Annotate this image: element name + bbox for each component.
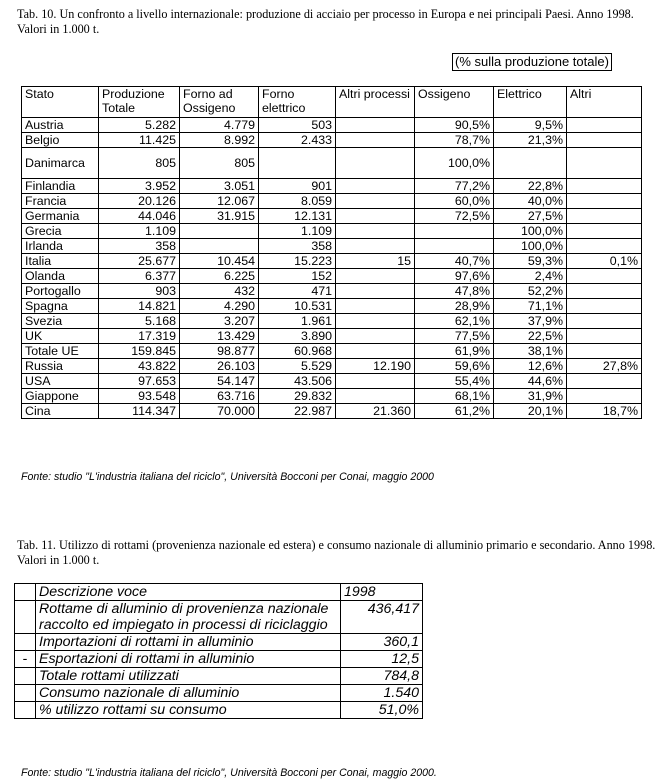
table-row	[15, 634, 423, 651]
value-cell: 62,1%	[415, 314, 494, 329]
value-cell: 100,0%	[415, 148, 494, 179]
value-cell: 5.282	[99, 118, 180, 133]
value-cell: 10.454	[180, 254, 259, 269]
value-cell: 100,0%	[494, 224, 567, 239]
value-cell	[336, 374, 415, 389]
value-cell	[567, 133, 642, 148]
value-cell	[336, 314, 415, 329]
value-cell: 9,5%	[494, 118, 567, 133]
value-cell	[567, 239, 642, 254]
country-cell: Olanda	[22, 269, 99, 284]
table-row	[15, 702, 423, 719]
value-cell: 25.677	[99, 254, 180, 269]
aluminium-scrap-table	[14, 583, 423, 719]
description-cell: Consumo nazionale di alluminio	[36, 685, 341, 702]
value-cell	[567, 344, 642, 359]
value-cell: 1.540	[341, 685, 423, 702]
sign-cell	[15, 634, 36, 651]
value-cell: 360,1	[341, 634, 423, 651]
table11-caption: Tab. 11. Utilizzo di rottami (provenienza nazionale ed estera) e consumo nazionale di alluminio primario e secondario. Anno 1998. Valori in 1.000 t.	[17, 538, 656, 567]
value-cell: 17.319	[99, 329, 180, 344]
table-row	[22, 284, 642, 299]
value-cell: 55,4%	[415, 374, 494, 389]
value-cell	[567, 209, 642, 224]
sign-cell	[15, 601, 36, 634]
value-cell: 22.987	[259, 404, 336, 419]
value-cell	[567, 314, 642, 329]
value-cell: 26.103	[180, 359, 259, 374]
sign-cell: -	[15, 651, 36, 668]
value-cell: 503	[259, 118, 336, 133]
value-cell: 27,5%	[494, 209, 567, 224]
value-cell: 22,8%	[494, 179, 567, 194]
country-cell: Belgio	[22, 133, 99, 148]
header-ossigeno-pct: Ossigeno	[415, 87, 494, 118]
value-cell: 358	[99, 239, 180, 254]
value-cell	[567, 269, 642, 284]
sign-cell	[15, 668, 36, 685]
value-cell: 98.877	[180, 344, 259, 359]
value-cell: 2.433	[259, 133, 336, 148]
value-cell	[567, 179, 642, 194]
header-produzione-totale: Produzione Totale	[99, 87, 180, 118]
country-cell: UK	[22, 329, 99, 344]
table-header-row	[15, 584, 423, 601]
value-cell	[567, 284, 642, 299]
value-cell: 11.425	[99, 133, 180, 148]
value-cell: 3.051	[180, 179, 259, 194]
value-cell: 59,3%	[494, 254, 567, 269]
value-cell: 20.126	[99, 194, 180, 209]
value-cell: 100,0%	[494, 239, 567, 254]
value-cell: 152	[259, 269, 336, 284]
table-row	[22, 179, 642, 194]
country-cell: Austria	[22, 118, 99, 133]
value-cell: 10.531	[259, 299, 336, 314]
country-cell: Totale UE	[22, 344, 99, 359]
table10-caption: Tab. 10. Un confronto a livello internazionale: produzione di acciaio per processo in Europa e nei principali Paesi. Anno 1998. Valori in 1.000 t.	[17, 7, 634, 36]
table-row	[22, 359, 642, 374]
value-cell	[336, 284, 415, 299]
table-row	[22, 404, 642, 419]
value-cell	[415, 224, 494, 239]
table-row	[22, 224, 642, 239]
value-cell	[336, 118, 415, 133]
value-cell	[336, 179, 415, 194]
value-cell: 59,6%	[415, 359, 494, 374]
value-cell: 471	[259, 284, 336, 299]
value-cell: 21,3%	[494, 133, 567, 148]
value-cell: 358	[259, 239, 336, 254]
value-cell: 31,9%	[494, 389, 567, 404]
country-cell: Finlandia	[22, 179, 99, 194]
country-cell: Francia	[22, 194, 99, 209]
value-cell: 68,1%	[415, 389, 494, 404]
header-altri-processi: Altri processi	[336, 87, 415, 118]
table11-source: Fonte: studio "L'industria italiana del riciclo", Università Bocconi per Conai, maggio 2000.	[21, 767, 437, 779]
value-cell: 52,2%	[494, 284, 567, 299]
country-cell: Portogallo	[22, 284, 99, 299]
value-cell: 90,5%	[415, 118, 494, 133]
description-cell: Rottame di alluminio di provenienza nazionale raccolto ed impiegato in processi di riciclaggio	[36, 601, 341, 634]
value-cell: 20,1%	[494, 404, 567, 419]
value-cell: 97,6%	[415, 269, 494, 284]
header-elettrico-pct: Elettrico	[494, 87, 567, 118]
value-cell: 14.821	[99, 299, 180, 314]
table-row	[22, 269, 642, 284]
table-row	[22, 118, 642, 133]
value-cell	[336, 389, 415, 404]
value-cell: 432	[180, 284, 259, 299]
country-cell: Spagna	[22, 299, 99, 314]
value-cell: 8.059	[259, 194, 336, 209]
description-cell: Importazioni di rottami in alluminio	[36, 634, 341, 651]
country-cell: Germania	[22, 209, 99, 224]
table-row	[15, 685, 423, 702]
value-cell	[336, 133, 415, 148]
country-cell: Giappone	[22, 389, 99, 404]
value-cell: 61,2%	[415, 404, 494, 419]
value-cell: 12,6%	[494, 359, 567, 374]
value-cell: 47,8%	[415, 284, 494, 299]
table-row	[22, 148, 642, 179]
value-cell: 0,1%	[567, 254, 642, 269]
steel-production-table	[21, 86, 642, 419]
value-cell: 78,7%	[415, 133, 494, 148]
value-cell: 901	[259, 179, 336, 194]
country-cell: Cina	[22, 404, 99, 419]
country-cell: Grecia	[22, 224, 99, 239]
value-cell: 51,0%	[341, 702, 423, 719]
value-cell: 805	[99, 148, 180, 179]
value-cell: 3.952	[99, 179, 180, 194]
value-cell: 37,9%	[494, 314, 567, 329]
value-cell: 27,8%	[567, 359, 642, 374]
value-cell: 28,9%	[415, 299, 494, 314]
value-cell: 21.360	[336, 404, 415, 419]
table-row	[22, 209, 642, 224]
value-cell	[180, 239, 259, 254]
table-row	[22, 329, 642, 344]
value-cell: 4.290	[180, 299, 259, 314]
value-cell: 44,6%	[494, 374, 567, 389]
table-row	[22, 133, 642, 148]
value-cell: 40,0%	[494, 194, 567, 209]
table-row	[22, 239, 642, 254]
table-row	[22, 374, 642, 389]
value-cell: 97.653	[99, 374, 180, 389]
country-cell: USA	[22, 374, 99, 389]
value-cell: 60,0%	[415, 194, 494, 209]
value-cell: 31.915	[180, 209, 259, 224]
sign-cell	[15, 685, 36, 702]
value-cell: 1.961	[259, 314, 336, 329]
table-header-row	[22, 87, 642, 118]
value-cell: 114.347	[99, 404, 180, 419]
value-cell: 71,1%	[494, 299, 567, 314]
description-cell: % utilizzo rottami su consumo	[36, 702, 341, 719]
description-cell: Esportazioni di rottami in alluminio	[36, 651, 341, 668]
sign-cell	[15, 584, 36, 601]
country-cell: Danimarca	[22, 148, 99, 179]
value-cell: 12.067	[180, 194, 259, 209]
value-cell	[567, 148, 642, 179]
value-cell: 12,5	[341, 651, 423, 668]
value-cell: 40,7%	[415, 254, 494, 269]
value-cell	[567, 329, 642, 344]
value-cell	[336, 148, 415, 179]
value-cell: 77,2%	[415, 179, 494, 194]
sign-cell	[15, 702, 36, 719]
value-cell	[567, 224, 642, 239]
value-cell	[567, 374, 642, 389]
table-row	[22, 344, 642, 359]
table-row	[22, 389, 642, 404]
value-cell: 29.832	[259, 389, 336, 404]
value-cell	[415, 239, 494, 254]
value-cell: 8.992	[180, 133, 259, 148]
country-cell: Svezia	[22, 314, 99, 329]
value-cell: 61,9%	[415, 344, 494, 359]
value-cell: 44.046	[99, 209, 180, 224]
value-cell: 784,8	[341, 668, 423, 685]
country-cell: Irlanda	[22, 239, 99, 254]
value-cell: 38,1%	[494, 344, 567, 359]
value-cell: 1.109	[99, 224, 180, 239]
table10-source: Fonte: studio "L'industria italiana del riciclo", Università Bocconi per Conai, maggio 2000	[21, 471, 434, 483]
description-cell: Totale rottami utilizzati	[36, 668, 341, 685]
value-cell: 15	[336, 254, 415, 269]
value-cell	[336, 224, 415, 239]
value-cell: 903	[99, 284, 180, 299]
value-cell	[567, 194, 642, 209]
value-cell	[180, 224, 259, 239]
value-cell: 2,4%	[494, 269, 567, 284]
value-cell: 1.109	[259, 224, 336, 239]
value-cell: 5.168	[99, 314, 180, 329]
table-row	[15, 651, 423, 668]
value-cell: 63.716	[180, 389, 259, 404]
value-cell: 72,5%	[415, 209, 494, 224]
table-row	[22, 299, 642, 314]
value-cell: 54.147	[180, 374, 259, 389]
value-cell: 5.529	[259, 359, 336, 374]
value-cell: 18,7%	[567, 404, 642, 419]
header-forno-ossigeno: Forno ad Ossigeno	[180, 87, 259, 118]
value-cell: 93.548	[99, 389, 180, 404]
header-forno-elettrico: Forno elettrico	[259, 87, 336, 118]
value-cell: 6.225	[180, 269, 259, 284]
value-cell: 15.223	[259, 254, 336, 269]
percent-note: (% sulla produzione totale)	[452, 53, 612, 71]
value-cell: 805	[180, 148, 259, 179]
value-cell	[336, 209, 415, 224]
header-descrizione: Descrizione voce	[36, 584, 341, 601]
value-cell: 12.190	[336, 359, 415, 374]
value-cell	[336, 194, 415, 209]
value-cell: 70.000	[180, 404, 259, 419]
value-cell	[494, 148, 567, 179]
header-stato: Stato	[22, 87, 99, 118]
value-cell	[336, 344, 415, 359]
value-cell: 3.890	[259, 329, 336, 344]
value-cell: 436,417	[341, 601, 423, 634]
value-cell: 60.968	[259, 344, 336, 359]
value-cell	[336, 239, 415, 254]
value-cell	[336, 269, 415, 284]
table-row	[15, 601, 423, 634]
value-cell	[336, 299, 415, 314]
value-cell: 43.822	[99, 359, 180, 374]
header-altri-pct: Altri	[567, 87, 642, 118]
table-row	[15, 668, 423, 685]
value-cell: 12.131	[259, 209, 336, 224]
country-cell: Italia	[22, 254, 99, 269]
table-row	[22, 254, 642, 269]
value-cell: 6.377	[99, 269, 180, 284]
value-cell	[567, 389, 642, 404]
value-cell: 22,5%	[494, 329, 567, 344]
value-cell: 3.207	[180, 314, 259, 329]
country-cell: Russia	[22, 359, 99, 374]
value-cell	[336, 329, 415, 344]
value-cell: 77,5%	[415, 329, 494, 344]
table-row	[22, 314, 642, 329]
value-cell	[567, 299, 642, 314]
header-year: 1998	[341, 584, 423, 601]
value-cell: 43.506	[259, 374, 336, 389]
value-cell: 159.845	[99, 344, 180, 359]
value-cell	[567, 118, 642, 133]
value-cell	[259, 148, 336, 179]
table-row	[22, 194, 642, 209]
value-cell: 4.779	[180, 118, 259, 133]
value-cell: 13.429	[180, 329, 259, 344]
